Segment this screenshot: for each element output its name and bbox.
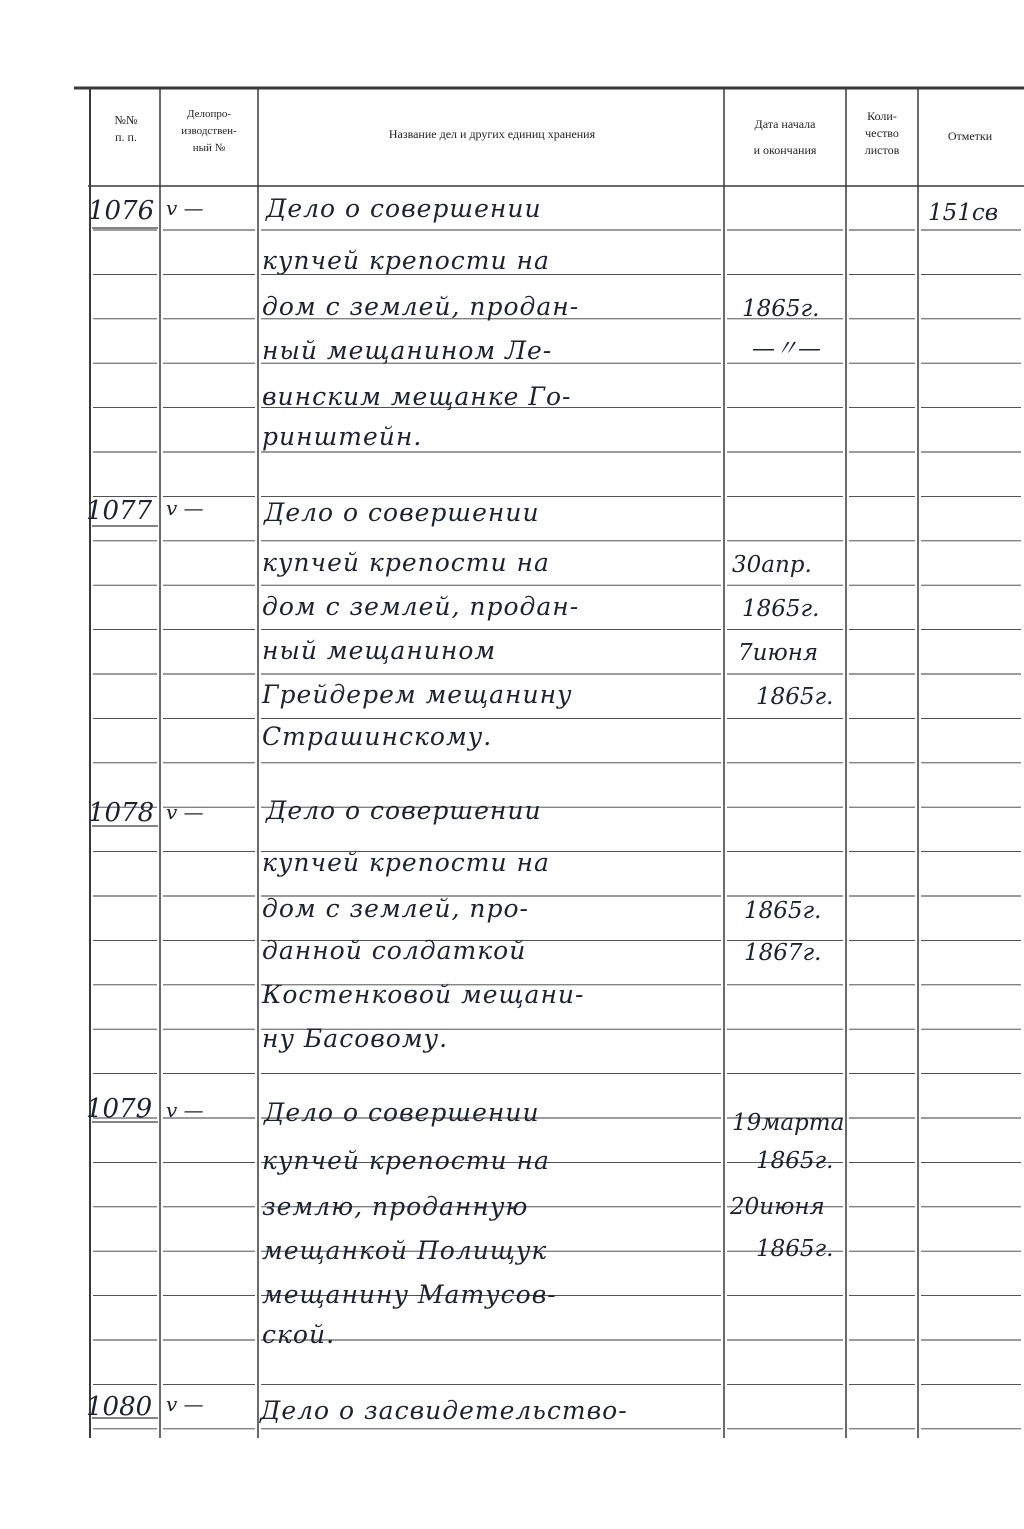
- entry-check: v —: [166, 1098, 204, 1122]
- entry-number: 1078: [88, 798, 155, 828]
- entry-title-line: Страшинскому.: [262, 722, 493, 751]
- entry-title-line: Дело о совершении: [266, 796, 542, 825]
- entry-title-line: дом с землей, продан-: [262, 592, 580, 621]
- entry-title-line: мещанкой Полищук: [262, 1236, 548, 1265]
- entry-title-line: дом с землей, про-: [262, 894, 529, 923]
- entry-title-line: купчей крепости на: [262, 848, 550, 877]
- entry-date: 1867г.: [744, 940, 822, 966]
- entry-number: 1080: [86, 1392, 153, 1422]
- entry-title-line: Дело о засвидетельство-: [260, 1396, 628, 1425]
- entry-title-line: купчей крепости на: [262, 1146, 550, 1175]
- entry-title-line: ской.: [262, 1320, 336, 1349]
- entry-title-line: купчей крепости на: [262, 246, 550, 275]
- entry-title-line: землю, проданную: [262, 1192, 529, 1221]
- entry-date: 20июня: [730, 1194, 825, 1220]
- entry-title-line: ну Басовому.: [262, 1024, 449, 1053]
- entry-title-line: Дело о совершении: [264, 498, 540, 527]
- header-office-line3: ный №: [192, 142, 226, 154]
- entry-title-line: ный мещанином: [262, 636, 497, 665]
- entry-title-line: мещанину Матусов-: [262, 1280, 557, 1309]
- entry-number: 1077: [86, 496, 153, 526]
- entry-title-line: дом с землей, продан-: [262, 292, 580, 321]
- entry-title-line: Костенковой мещани-: [262, 980, 585, 1009]
- entry-check: v —: [166, 1392, 204, 1416]
- entry-date: 1865г.: [742, 596, 820, 622]
- entry-date: 30апр.: [732, 552, 812, 578]
- entry-date: 7июня: [738, 640, 819, 666]
- header-number: [92, 112, 160, 146]
- entry-title-line: ринштейн.: [262, 422, 423, 451]
- entry-date: 1865г.: [744, 898, 822, 924]
- entry-date: 1865г.: [742, 296, 820, 322]
- header-dates: [724, 116, 846, 159]
- header-office-line2: изводствен-: [181, 125, 237, 137]
- entry-check: v —: [166, 196, 204, 220]
- header-sheets-line3: листов: [864, 143, 900, 157]
- entry-title-line: Грейдерем мещанину: [262, 680, 573, 709]
- header-number-line1: №№: [114, 113, 138, 127]
- header-sheets: [846, 108, 918, 159]
- entry-number: 1076: [88, 196, 155, 226]
- entry-title-line: купчей крепости на: [262, 548, 550, 577]
- entry-check: v —: [166, 496, 204, 520]
- header-office-line1: Делопро-: [186, 108, 232, 120]
- header-title: [262, 126, 722, 143]
- entry-title-line: ный мещанином Ле-: [262, 336, 553, 365]
- header-dates-line2: и окончания: [753, 143, 817, 157]
- entry-check: v —: [166, 800, 204, 824]
- entry-note: 151св: [928, 200, 999, 226]
- entry-title-line: Дело о совершении: [264, 1098, 540, 1127]
- entry-date: —〃—: [752, 336, 821, 362]
- entry-date: 1865г.: [756, 1236, 834, 1262]
- header-dates-line1: Дата начала: [754, 117, 816, 131]
- header-number-line2: п. п.: [115, 130, 137, 144]
- entry-date: 1865г.: [756, 1148, 834, 1174]
- header-notes: [918, 128, 1022, 145]
- entry-date: 1865г.: [756, 684, 834, 710]
- header-sheets-line1: Коли-: [867, 109, 897, 123]
- entry-title-line: Дело о совершении: [266, 194, 542, 223]
- entry-number: 1079: [86, 1094, 153, 1124]
- header-sheets-line2: чество: [865, 126, 899, 140]
- header-title-text: Название дел и других единиц хранения: [388, 127, 596, 141]
- entry-title-line: винским мещанке Го-: [262, 382, 572, 411]
- header-office: [160, 106, 258, 157]
- entry-date: 19марта: [732, 1110, 845, 1136]
- entry-title-line: данной солдаткой: [262, 936, 527, 965]
- header-notes-text: Отметки: [947, 129, 993, 143]
